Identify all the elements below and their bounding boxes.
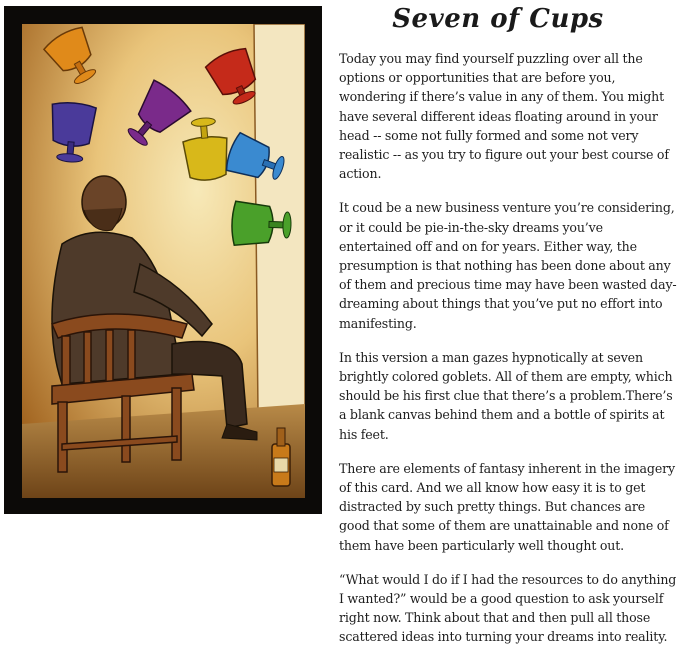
paragraph-intro: Today you may find yourself puzzling over all the options or opportunities that are before you, wondering if there’s value in any of them. You might have several different ideas floating around in your head -- some not fully formed and some not very realistic -- as you try to figure out your best course of action. (339, 51, 669, 182)
card-description (339, 49, 679, 662)
card-artwork (22, 24, 305, 498)
paragraph-business-venture: It coud be a new business venture you’re considering, or it could be pie-in-the-sky dreams you’ve entertained off and on for years. Either way, the presumption is that nothing has been done about any of them and precious time may have been wasted day-dreaming about things that you’ve put no effort into manifesting. (339, 200, 677, 331)
paragraph-imagery-description: In this version a man gazes hypnotically at seven brightly colored goblets. All of them are empty, which should be his first clue that there’s a problem.There’s a blank canvas behind them and a bottle of spirits at his feet. (339, 349, 673, 442)
paragraph-fantasy: There are elements of fantasy inherent in the imagery of this card. And we all know how easy it is to get distracted by such pretty things. But chances are good that some of them are unattainable and none of them have been particularly well thought out. (339, 460, 675, 553)
paragraph-question: “What would I do if I had the resources to do anything I wanted?” would be a good question to ask yourself right now. Think about that and then pull all those scattered ideas into turning your dreams into reality. (339, 571, 677, 645)
tarot-card-frame (4, 6, 322, 514)
page-title: Seven of Cups (392, 4, 604, 34)
tarot-card-illustration (22, 24, 305, 498)
